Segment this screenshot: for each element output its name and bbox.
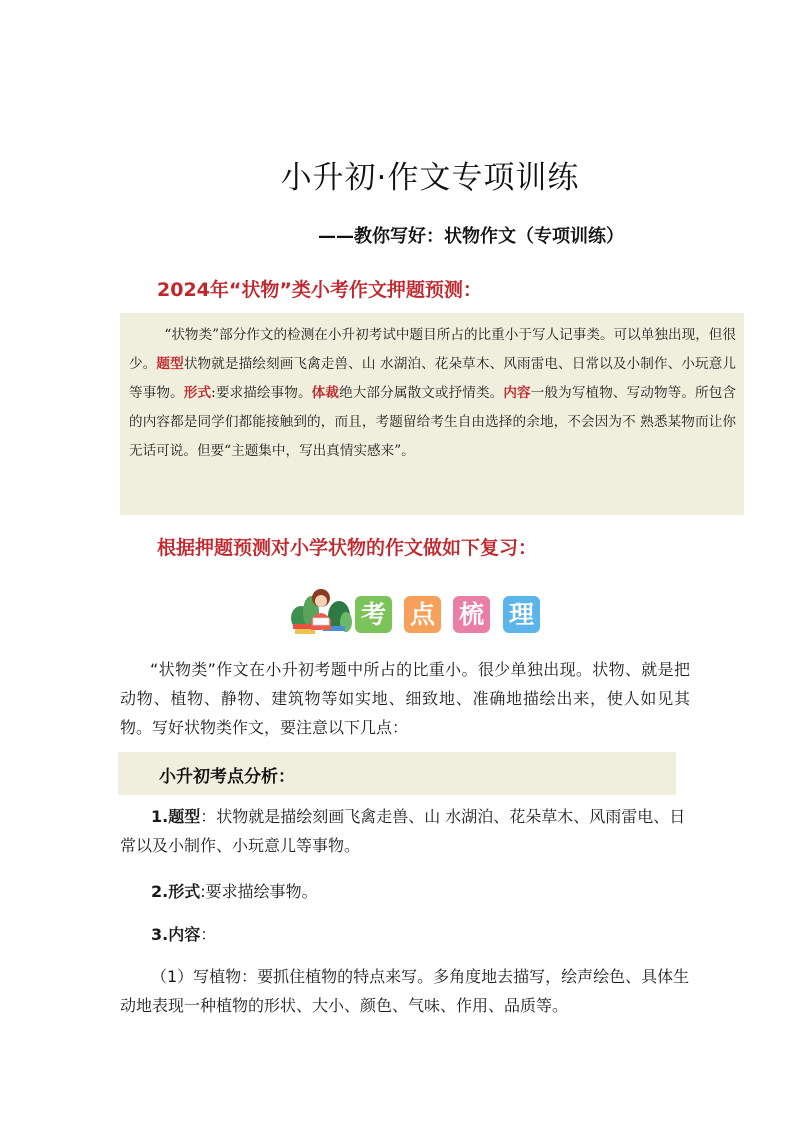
point-2-text: :要求描绘事物。 bbox=[200, 882, 318, 901]
forecast-segment: 一般为写植物、写动物等。所包含的内容都是同学们都能接触到的，而且，考题留给考生自由选择的余地，不会因为不 熟悉某物而让你无话可说。但要“主题集中，写出真情实感来”。 bbox=[129, 385, 737, 459]
forecast-segment: :要求描绘事物。 bbox=[211, 385, 312, 401]
review-heading: 根据押题预测对小学状物的作文做如下复习： bbox=[157, 537, 538, 559]
point-3-label: 3.内容 bbox=[151, 925, 201, 944]
page-subtitle: ——教你写好：状物作文（专项训练） bbox=[318, 226, 624, 247]
forecast-segment: 绝大部分属散文或抒情类。 bbox=[339, 385, 504, 401]
banner-tile-shu: 梳 bbox=[453, 596, 490, 633]
forecast-segment: “状物类”部分作文的检测在小升初考试中题目所占的比重小于写人记事类。可以单独出现，但很少。 bbox=[129, 327, 736, 372]
forecast-text bbox=[129, 327, 736, 459]
point-plants-text: （1）写植物：要抓住植物的特点来写。多角度地去描写，绘声绘色、具体生动地表现一种植物的形状、大小、颜色、气味、作用、品质等。 bbox=[120, 967, 690, 1015]
point-plants bbox=[120, 962, 690, 1020]
point-1-text: ：状物就是描绘刻画飞禽走兽、山 水湖泊、花朵草木、风雨雷电、日常以及小制作、小玩意儿等事物。 bbox=[120, 807, 686, 855]
forecast-keyword: 体裁 bbox=[311, 385, 340, 401]
reading-girl-illustration bbox=[289, 586, 353, 636]
point-question-type bbox=[120, 802, 690, 860]
point-3-text: ： bbox=[200, 925, 217, 944]
banner-tile-kao: 考 bbox=[355, 596, 392, 633]
intro-paragraph bbox=[120, 655, 690, 742]
banner-tile-li: 理 bbox=[503, 596, 540, 633]
analysis-title: 小升初考点分析： bbox=[159, 767, 295, 787]
forecast-box bbox=[120, 313, 744, 515]
point-2-label: 2.形式 bbox=[151, 882, 201, 901]
forecast-segment: 状物就是描绘刻画飞禽走兽、山 水湖泊、花朵草木、风雨雷电、日常以及小制作、小玩意儿等事物。 bbox=[129, 356, 737, 401]
point-content bbox=[120, 920, 690, 949]
point-1-label: 1.题型 bbox=[151, 807, 201, 826]
page-title: 小升初·作文专项训练 bbox=[280, 160, 580, 196]
forecast-keyword: 内容 bbox=[503, 385, 531, 401]
intro-text: “状物类”作文在小升初考题中所占的比重小。很少单独出现。状物、就是把动物、植物、静物、建筑物等如实地、细致地、准确地描绘出来，使人如见其物。写好状物类作文，要注意以下几点： bbox=[120, 660, 690, 737]
forecast-heading: 2024年“状物”类小考作文押题预测： bbox=[157, 279, 482, 301]
key-points-banner bbox=[289, 586, 544, 636]
forecast-keyword: 题型 bbox=[156, 356, 184, 372]
point-form bbox=[120, 877, 690, 906]
analysis-title-bar bbox=[118, 752, 676, 795]
forecast-keyword: 形式 bbox=[183, 385, 212, 401]
banner-tile-dian: 点 bbox=[404, 596, 441, 633]
